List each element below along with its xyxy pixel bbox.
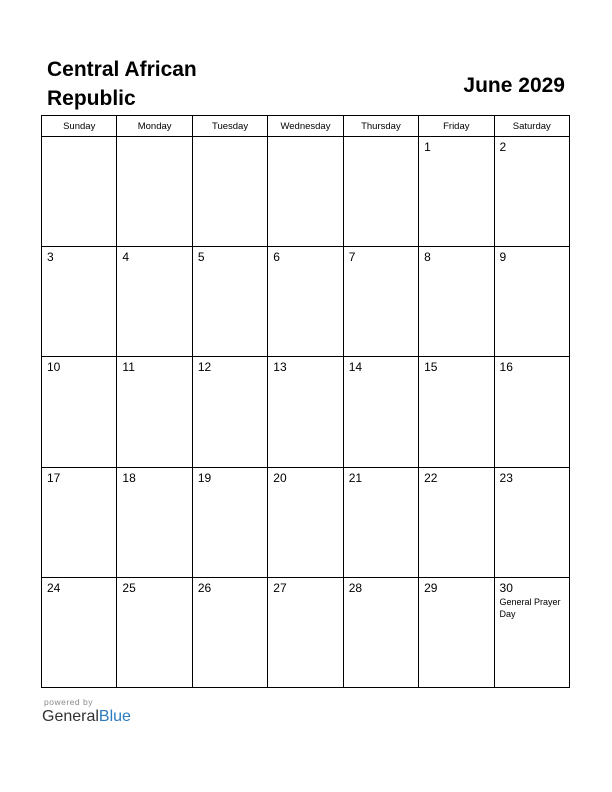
generalblue-logo[interactable] <box>42 707 131 727</box>
day-number: 23 <box>499 470 513 485</box>
day-cell <box>42 577 117 687</box>
day-cell <box>343 467 418 577</box>
day-number: 1 <box>424 140 431 154</box>
day-cell <box>117 137 192 247</box>
day-number <box>117 137 191 140</box>
day-number: 16 <box>499 360 513 375</box>
calendar-header <box>41 55 571 113</box>
day-number: 3 <box>47 250 54 265</box>
weekday-saturday: Saturday <box>494 116 569 137</box>
day-number: 10 <box>47 360 61 375</box>
day-number: 13 <box>273 360 287 375</box>
day-cell <box>268 247 343 357</box>
day-number: 19 <box>197 470 212 485</box>
week-row <box>42 577 570 687</box>
week-row <box>42 247 570 357</box>
day-number: 5 <box>197 250 205 265</box>
day-cell <box>117 577 192 687</box>
day-number: 11 <box>122 360 135 375</box>
day-cell <box>192 357 267 467</box>
day-cell <box>192 137 267 247</box>
day-number: 4 <box>122 250 130 265</box>
weekday-wednesday: Wednesday <box>268 116 343 137</box>
day-cell <box>494 247 569 357</box>
holiday-label: General Prayer Day <box>499 596 561 619</box>
day-number: 14 <box>348 360 363 375</box>
day-cell <box>343 357 418 467</box>
day-cell <box>343 137 418 247</box>
day-cell <box>192 467 267 577</box>
day-cell <box>42 467 117 577</box>
day-number: 24 <box>47 580 61 595</box>
powered-by-text: powered by <box>44 697 93 707</box>
week-row <box>42 357 570 467</box>
day-number <box>268 137 342 140</box>
day-number: 20 <box>273 470 287 485</box>
day-cell <box>419 467 494 577</box>
day-cell <box>419 357 494 467</box>
weekday-tuesday: Tuesday <box>192 116 267 137</box>
week-row <box>42 137 570 247</box>
day-cell <box>494 467 569 577</box>
day-number: 9 <box>499 250 507 265</box>
day-number: 2 <box>499 140 507 154</box>
day-cell <box>117 247 192 357</box>
day-number: 29 <box>424 580 438 595</box>
calendar-grid <box>41 115 570 688</box>
day-cell <box>268 577 343 687</box>
day-number: 12 <box>197 360 212 375</box>
day-number <box>344 137 418 140</box>
day-cell <box>192 247 267 357</box>
weekday-monday: Monday <box>117 116 192 137</box>
day-cell <box>42 247 117 357</box>
day-number: 17 <box>47 470 61 485</box>
day-number: 27 <box>273 580 287 595</box>
day-number <box>42 137 116 140</box>
day-number <box>193 137 267 140</box>
weekday-sunday: Sunday <box>42 116 117 137</box>
day-cell <box>494 137 569 247</box>
day-number: 21 <box>348 470 363 485</box>
brand-blue-text: Blue <box>98 708 131 725</box>
day-number: 30 <box>499 580 513 595</box>
weekday-header-row <box>42 116 570 137</box>
day-cell <box>419 247 494 357</box>
day-cell <box>192 577 267 687</box>
day-cell <box>42 137 117 247</box>
day-cell <box>268 137 343 247</box>
day-number: 7 <box>348 250 356 265</box>
day-number: 18 <box>122 470 136 485</box>
weekday-friday: Friday <box>419 116 494 137</box>
day-number: 25 <box>122 580 136 595</box>
day-cell <box>419 137 494 247</box>
day-cell <box>42 357 117 467</box>
day-cell <box>117 357 192 467</box>
day-cell <box>494 577 569 687</box>
month-title: June 2029 <box>463 74 565 97</box>
day-cell <box>343 247 418 357</box>
day-cell <box>268 467 343 577</box>
footer-branding <box>42 697 131 727</box>
day-number: 26 <box>197 580 212 595</box>
day-cell <box>494 357 569 467</box>
day-number: 28 <box>348 580 363 595</box>
day-number: 15 <box>424 360 438 375</box>
weekday-thursday: Thursday <box>343 116 418 137</box>
day-number: 22 <box>424 470 438 485</box>
brand-general-text: General <box>42 708 99 725</box>
country-title: Central African Republic <box>47 58 197 110</box>
week-row <box>42 467 570 577</box>
day-number: 6 <box>273 250 280 265</box>
day-cell <box>419 577 494 687</box>
day-cell <box>268 357 343 467</box>
day-number: 8 <box>424 250 431 265</box>
day-cell <box>343 577 418 687</box>
day-cell <box>117 467 192 577</box>
